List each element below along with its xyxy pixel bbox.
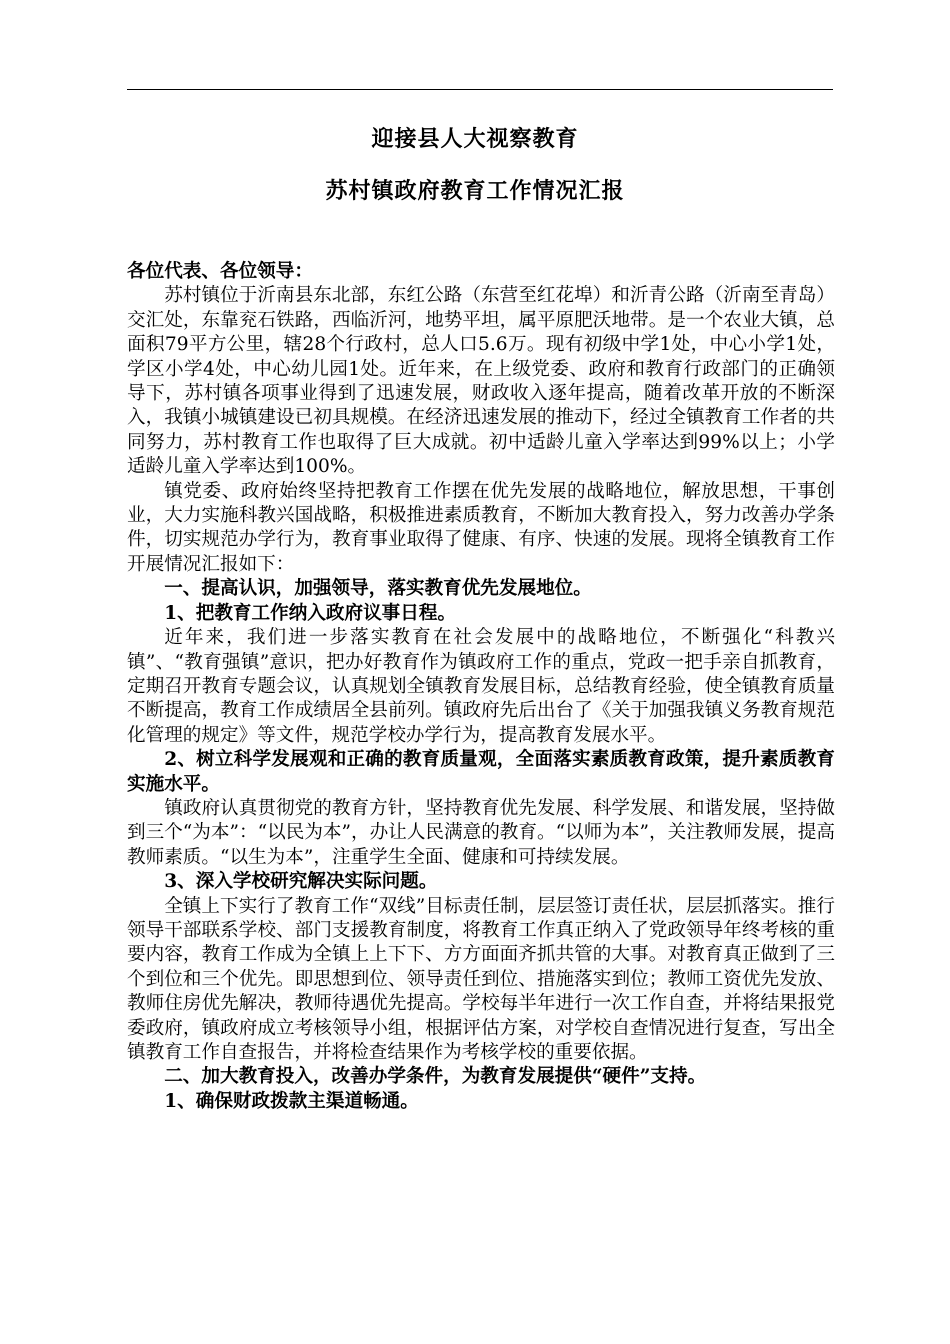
section-heading-2: 二、加大教育投入，改善办学条件，为教育发展提供“硬件”支持。 [164,1066,707,1088]
document-title-line1: 迎接县人大视察教育 [371,126,579,152]
subsection-heading-1-1: 1、把教育工作纳入政府议事日程。 [164,602,457,624]
subsection-heading-1-3: 3、深入学校研究解决实际问题。 [164,871,438,893]
header-rule [127,89,833,90]
section-heading-1: 一、提高认识，加强领导，落实教育优先发展地位。 [164,578,592,600]
paragraph-overview: 镇党委、政府始终坚持把教育工作摆在优先发展的战略地位，解放思想，干事创业，大力实施科教兴国战略，积极推进素质教育，不断加大教育投入，努力改善办学条件，切实规范办学行为，教育事业取得了健康、有序、快速的发展。现将全镇教育工作开展情况汇报如下： [127,480,835,575]
paragraph-1-2: 镇政府认真贯彻党的教育方针，坚持教育优先发展、科学发展、和谐发展，坚持做到三个“为本”：“以民为本”，办让人民满意的教育。“以师为本”，关注教师发展，提高教师素质。“以生为本”，注重学生全面、健康和可持续发展。 [127,797,835,868]
salutation: 各位代表、各位领导： [127,261,313,282]
paragraph-intro: 苏村镇位于沂南县东北部，东红公路（东营至红花埠）和沂青公路（沂南至青岛）交汇处，东靠兖石铁路，西临沂河，地势平坦，属平原肥沃地带。是一个农业大镇，总面积79平方公里，辖28个行政村，总人口5.6万。现有初级中学1处，中心小学1处，学区小学4处，中心幼儿园1处。近年来，在上级党委、政府和教育行政部门的正确领导下，苏村镇各项事业得到了迅速发展，财政收入逐年提高，随着改革开放的不断深入，我镇小城镇建设已初具规模。在经济迅速发展的推动下，经过全镇教育工作者的共同努力，苏村教育工作也取得了巨大成就。初中适龄儿童入学率达到99%以上；小学适龄儿童入学率达到100%。 [127,285,835,478]
document-title-line2: 苏村镇政府教育工作情况汇报 [325,178,625,204]
paragraph-1-3: 全镇上下实行了教育工作“双线”目标责任制，层层签订责任状，层层抓落实。推行领导干部联系学校、部门支援教育制度，将教育工作真正纳入了党政领导年终考核的重要内容，教育工作成为全镇上上下下、方方面面齐抓共管的大事。对教育真正做到了三个到位和三个优先。即思想到位、领导责任到位、措施落实到位；教师工资优先发放、教师住房优先解决，教师待遇优先提高。学校每半年进行一次工作自查，并将结果报党委政府，镇政府成立考核领导小组，根据评估方案，对学校自查情况进行复查，写出全镇教育工作自查报告，并将检查结果作为考核学校的重要依据。 [127,895,835,1063]
paragraph-1-1: 近年来，我们进一步落实教育在社会发展中的战略地位，不断强化“科教兴镇”、“教育强镇”意识，把办好教育作为镇政府工作的重点，党政一把手亲自抓教育，定期召开教育专题会议，认真规划全镇教育发展目标，总结教育经验，使全镇教育质量不断提高，教育工作成绩居全县前列。镇政府先后出台了《关于加强我镇义务教育规范化管理的规定》等文件，规范学校办学行为，提高教育发展水平。 [127,627,835,746]
document-body [127,260,835,1114]
subsection-heading-1-2: 2、树立科学发展观和正确的教育质量观，全面落实素质教育政策，提升素质教育实施水平。 [127,749,835,795]
subsection-heading-2-1: 1、确保财政拨款主渠道畅通。 [164,1090,419,1112]
